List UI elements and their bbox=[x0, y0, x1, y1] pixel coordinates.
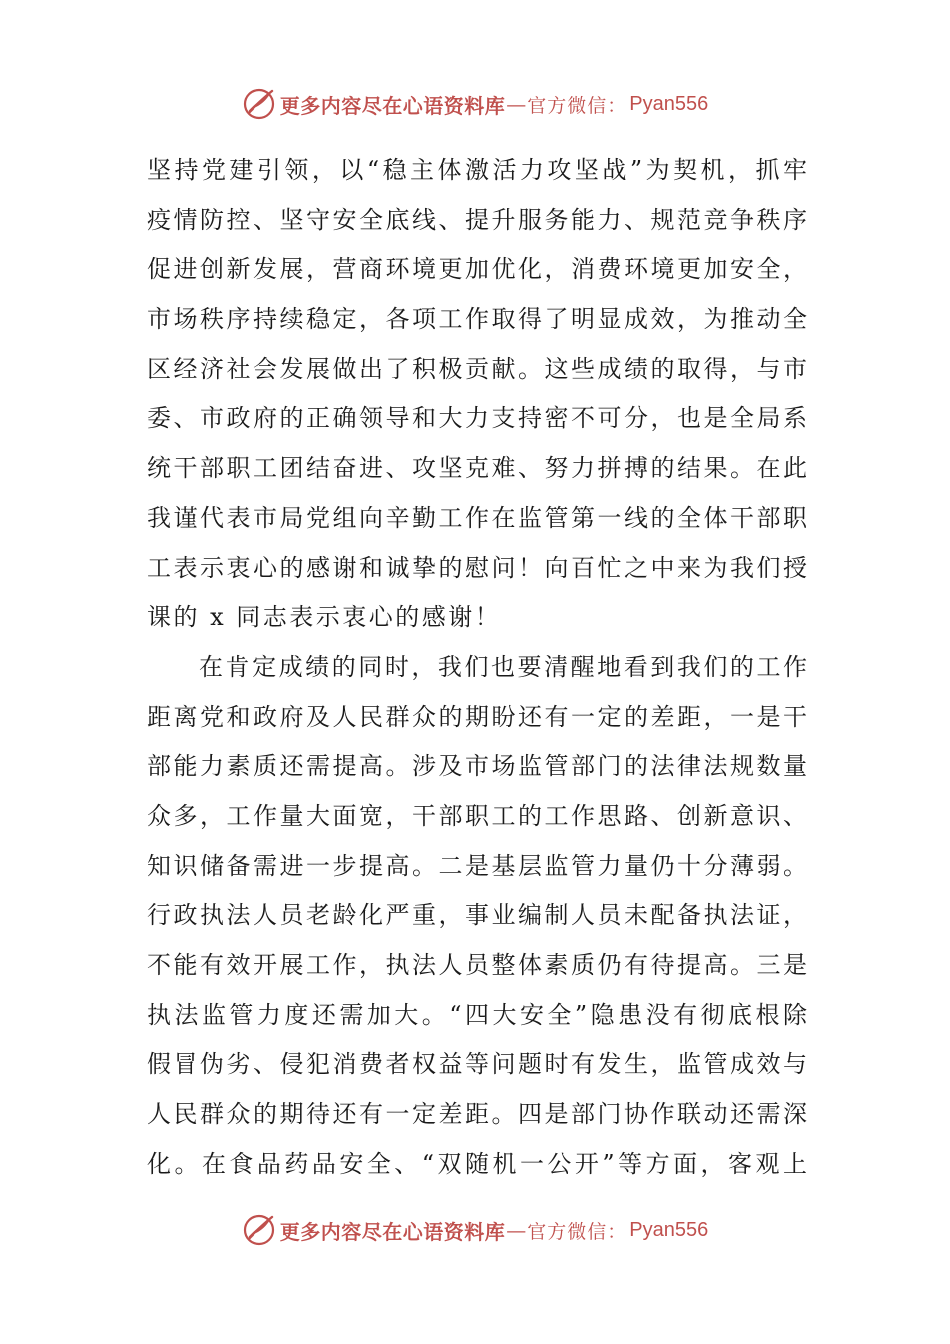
separator-dash: — bbox=[506, 1218, 527, 1242]
text-line: 假冒伪劣、侵犯消费者权益等问题时有发生，监管成效与 bbox=[147, 1050, 807, 1079]
text-line: 知识储备需进一步提高。二是基层监管力量仍十分薄弱。 bbox=[147, 851, 807, 880]
text-line: 化。在食品药品安全、“双随机一公开”等方面，客观上 bbox=[147, 1149, 807, 1178]
text-line: 疫情防控、坚守安全底线、提升服务能力、规范竞争秩序 bbox=[147, 205, 807, 234]
text-line: 委、市政府的正确领导和大力支持密不可分，也是全局系 bbox=[147, 404, 807, 433]
site-name: 更多内容尽在心语资料库 bbox=[279, 93, 506, 118]
wechat-id: Pyan556 bbox=[629, 92, 709, 115]
text-line: 人民群众的期待还有一定差距。四是部门协作联动还需深 bbox=[147, 1100, 807, 1129]
text-line: 众多，工作量大面宽，干部职工的工作思路、创新意识、 bbox=[147, 801, 807, 830]
text-line: 促进创新发展，营商环境更加优化，消费环境更加安全， bbox=[147, 255, 807, 284]
header-watermark-banner bbox=[0, 82, 950, 126]
text-line: 距离党和政府及人民群众的期盼还有一定的差距，一是干 bbox=[147, 702, 807, 731]
wechat-label: 官方微信： bbox=[527, 94, 628, 117]
text-line: 区经济社会发展做出了积极贡献。这些成绩的取得，与市 bbox=[147, 354, 807, 383]
wechat-id: Pyan556 bbox=[629, 1218, 709, 1241]
text-line: 坚持党建引领，以“稳主体激活力攻坚战”为契机，抓牢 bbox=[147, 156, 807, 184]
text-line: 课的 x 同志表示衷心的感谢！ bbox=[147, 603, 502, 632]
text-line: 统干部职工团结奋进、攻坚克难、努力拼搏的结果。在此 bbox=[147, 454, 807, 483]
text-line: 在肯定成绩的同时，我们也要清醒地看到我们的工作 bbox=[199, 652, 807, 681]
paragraph-2 bbox=[147, 643, 807, 1190]
quill-logo-icon bbox=[242, 1213, 276, 1247]
text-line: 不能有效开展工作，执法人员整体素质仍有待提高。三是 bbox=[147, 951, 807, 979]
footer-watermark-banner bbox=[0, 1208, 950, 1252]
site-name: 更多内容尽在心语资料库 bbox=[279, 1219, 506, 1244]
text-line: 工表示衷心的感谢和诚挚的慰问！向百忙之中来为我们授 bbox=[147, 553, 807, 582]
wechat-label: 官方微信： bbox=[527, 1220, 628, 1243]
text-line: 我谨代表市局党组向辛勤工作在监管第一线的全体干部职 bbox=[147, 503, 807, 532]
separator-dash: — bbox=[506, 92, 527, 116]
quill-logo-icon bbox=[242, 87, 276, 121]
text-line: 执法监管力度还需加大。“四大安全”隐患没有彻底根除 bbox=[147, 1000, 807, 1029]
paragraph-1 bbox=[147, 146, 807, 643]
text-line: 市场秩序持续稳定，各项工作取得了明显成效，为推动全 bbox=[147, 305, 807, 334]
text-line: 行政执法人员老龄化严重，事业编制人员未配备执法证， bbox=[147, 901, 807, 930]
document-body bbox=[147, 146, 807, 1189]
text-line: 部能力素质还需提高。涉及市场监管部门的法律法规数量 bbox=[147, 752, 807, 781]
